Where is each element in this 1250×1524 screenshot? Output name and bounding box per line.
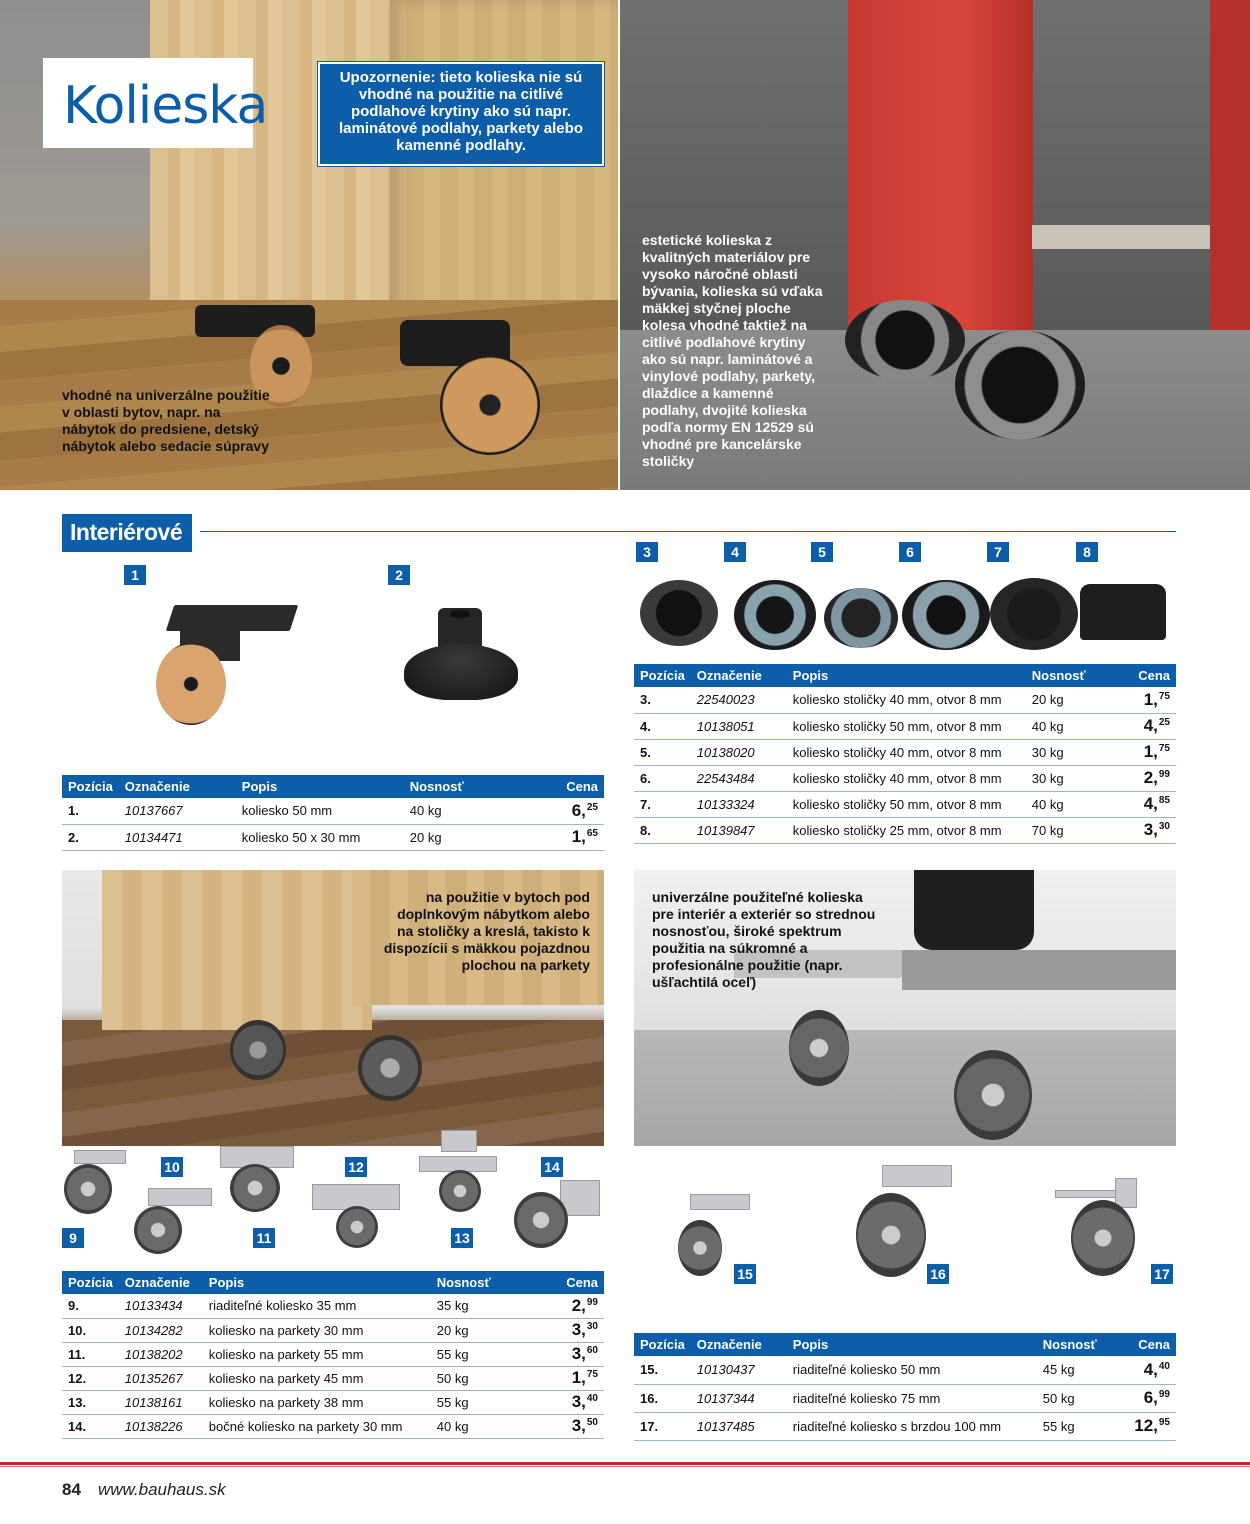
cell-pos: 10. — [62, 1318, 119, 1342]
mid-right-photo-caption: univerzálne použiteľné kolieska pre interiér a exteriér so strednou nosnosťou, široké spektrum použitia na súkromné a profesionálne použitie (napr. ušľachtilá oceľ) — [652, 889, 876, 990]
product-image-10 — [130, 1188, 216, 1256]
wooden-furniture — [102, 870, 372, 1030]
product-image-4 — [734, 580, 816, 650]
col-load: Nosnosť — [404, 775, 524, 798]
cell-desc: riaditeľné koliesko 75 mm — [787, 1384, 1037, 1412]
cell-load: 55 kg — [1037, 1412, 1117, 1440]
cell-load: 30 kg — [1026, 739, 1116, 765]
table-row — [62, 798, 604, 824]
cell-price: 4,25 — [1116, 713, 1176, 739]
cell-desc: riaditeľné koliesko 50 mm — [787, 1356, 1037, 1384]
twin-caster-wheel — [955, 330, 1085, 440]
caster-wheel — [230, 1020, 286, 1080]
cell-load: 40 kg — [431, 1414, 541, 1438]
table-row — [634, 791, 1176, 817]
product-image-13 — [415, 1130, 499, 1220]
caster-wheel — [440, 355, 540, 455]
product-number-13: 13 — [451, 1228, 473, 1248]
product-number-12: 12 — [345, 1157, 367, 1177]
col-code: Označenie — [691, 664, 787, 687]
cell-desc: koliesko 50 mm — [236, 798, 404, 824]
cell-price: 4,85 — [1116, 791, 1176, 817]
col-code: Označenie — [119, 775, 236, 798]
cell-desc: koliesko 50 x 30 mm — [236, 824, 404, 850]
col-desc: Popis — [203, 1271, 431, 1294]
cell-desc: koliesko na parkety 38 mm — [203, 1390, 431, 1414]
table-row — [634, 765, 1176, 791]
product-number-15: 15 — [734, 1264, 756, 1284]
cell-pos: 4. — [634, 713, 691, 739]
cell-pos: 8. — [634, 817, 691, 843]
cell-code: 10134282 — [119, 1318, 203, 1342]
product-number-9: 9 — [62, 1228, 84, 1248]
cell-price: 1,75 — [541, 1366, 604, 1390]
table-row — [634, 1412, 1176, 1440]
cell-pos: 15. — [634, 1356, 691, 1384]
cell-price: 6,25 — [524, 798, 604, 824]
cell-desc: koliesko stoličky 25 mm, otvor 8 mm — [787, 817, 1026, 843]
stone-slab-front — [902, 950, 1176, 990]
website-link[interactable]: www.bauhaus.sk — [98, 1480, 226, 1499]
product-number-5: 5 — [811, 542, 833, 562]
col-pos: Pozícia — [634, 1333, 691, 1356]
product-image-8 — [1080, 584, 1166, 640]
table-row — [634, 1384, 1176, 1412]
cell-desc: bočné koliesko na parkety 30 mm — [203, 1414, 431, 1438]
cell-code: 10137344 — [691, 1384, 787, 1412]
col-load: Nosnosť — [431, 1271, 541, 1294]
product-table-15-17 — [634, 1333, 1176, 1441]
cell-code: 10133324 — [691, 791, 787, 817]
cell-desc: koliesko na parkety 55 mm — [203, 1342, 431, 1366]
cell-price: 1,75 — [1116, 739, 1176, 765]
cell-code: 10133434 — [119, 1294, 203, 1318]
col-price: Cena — [1116, 664, 1176, 687]
product-number-16: 16 — [927, 1264, 949, 1284]
cell-price: 4,40 — [1117, 1356, 1176, 1384]
cell-code: 22540023 — [691, 687, 787, 713]
col-pos: Pozícia — [62, 775, 119, 798]
table-row — [634, 687, 1176, 713]
cell-load: 45 kg — [1037, 1356, 1117, 1384]
table-row — [634, 739, 1176, 765]
twin-caster-wheel — [845, 300, 965, 380]
cell-code: 10138051 — [691, 713, 787, 739]
page-number: 84 — [62, 1480, 81, 1499]
product-number-4: 4 — [724, 542, 746, 562]
cell-price: 2,99 — [541, 1294, 604, 1318]
cell-code: 10134471 — [119, 824, 236, 850]
cell-price: 12,95 — [1117, 1412, 1176, 1440]
product-number-3: 3 — [636, 542, 658, 562]
table-row — [62, 1342, 604, 1366]
cell-price: 3,40 — [541, 1390, 604, 1414]
cell-pos: 17. — [634, 1412, 691, 1440]
table-row — [62, 1318, 604, 1342]
product-number-11: 11 — [253, 1228, 275, 1248]
caster-wheel — [358, 1035, 422, 1101]
col-pos: Pozícia — [634, 664, 691, 687]
col-load: Nosnosť — [1037, 1333, 1117, 1356]
grey-floor — [634, 1030, 1176, 1146]
page-title: Kolieska — [63, 76, 268, 136]
cell-code: 10138161 — [119, 1390, 203, 1414]
col-code: Označenie — [691, 1333, 787, 1356]
cell-desc: koliesko stoličky 50 mm, otvor 8 mm — [787, 713, 1026, 739]
left-photo-caption: vhodné na univerzálne použitie v oblasti bytov, napr. na nábytok do predsiene, detský nábytok alebo sedacie súpravy — [62, 387, 270, 454]
table-row — [634, 1356, 1176, 1384]
col-desc: Popis — [787, 664, 1026, 687]
cell-load: 55 kg — [431, 1390, 541, 1414]
red-shelf-front — [848, 0, 1033, 330]
cell-load: 35 kg — [431, 1294, 541, 1318]
table-row — [62, 824, 604, 850]
product-number-10: 10 — [161, 1157, 183, 1177]
cell-desc: koliesko na parkety 30 mm — [203, 1318, 431, 1342]
section-title: Interiérové — [62, 514, 192, 552]
caster-wheel — [789, 1010, 849, 1086]
product-image-3 — [640, 580, 718, 646]
col-pos: Pozícia — [62, 1271, 119, 1294]
wooden-floor — [62, 1020, 604, 1146]
cell-load: 55 kg — [431, 1342, 541, 1366]
mid-left-photo-caption: na použitie v bytoch pod doplnkovým nábytkom alebo na stoličky a kreslá, takisto k dispozícii s mäkkou pojazdnou plochou na parkety — [383, 889, 590, 973]
cell-price: 3,30 — [541, 1318, 604, 1342]
col-desc: Popis — [787, 1333, 1037, 1356]
cell-load: 50 kg — [1037, 1384, 1117, 1412]
col-price: Cena — [541, 1271, 604, 1294]
product-number-2: 2 — [388, 565, 410, 585]
product-image-6 — [902, 580, 990, 650]
cell-load: 20 kg — [1026, 687, 1116, 713]
cell-pos: 13. — [62, 1390, 119, 1414]
cell-code: 22543484 — [691, 765, 787, 791]
cell-pos: 1. — [62, 798, 119, 824]
product-image-16 — [856, 1165, 954, 1277]
cell-desc: koliesko na parkety 45 mm — [203, 1366, 431, 1390]
cell-desc: koliesko stoličky 40 mm, otvor 8 mm — [787, 687, 1026, 713]
cell-load: 20 kg — [431, 1318, 541, 1342]
cell-code: 10138226 — [119, 1414, 203, 1438]
cell-desc: koliesko stoličky 50 mm, otvor 8 mm — [787, 791, 1026, 817]
footer-rule-thin — [0, 1466, 1250, 1467]
cell-load: 40 kg — [1026, 791, 1116, 817]
right-photo-caption: estetické kolieska z kvalitných materiálov pre vysoko náročné oblasti bývania, kolieska sú vďaka mäkkej styčnej ploche kolesa vhodné taktiež na citlivé podlahové krytiny ako sú napr. laminátové a vinylové podlahy, parkety, dlaždice a kamenné podlahy, dvojité kolieska podľa normy EN 12529 sú vhodné pre kancelárske stoličky — [642, 232, 823, 469]
cell-code: 10139847 — [691, 817, 787, 843]
caster-wheel — [954, 1050, 1032, 1140]
red-shelf-leg — [1210, 0, 1250, 330]
cell-pos: 9. — [62, 1294, 119, 1318]
table-row — [634, 817, 1176, 843]
cell-desc: koliesko stoličky 40 mm, otvor 8 mm — [787, 765, 1026, 791]
product-image-9 — [64, 1150, 128, 1216]
product-image-1 — [150, 595, 300, 730]
cell-price: 3,50 — [541, 1414, 604, 1438]
product-table-1-2 — [62, 775, 604, 851]
product-number-17: 17 — [1151, 1264, 1173, 1284]
product-number-6: 6 — [899, 542, 921, 562]
cell-code: 10138202 — [119, 1342, 203, 1366]
product-table-3-8 — [634, 664, 1176, 844]
cell-price: 6,99 — [1117, 1384, 1176, 1412]
cell-load: 50 kg — [431, 1366, 541, 1390]
product-image-11 — [216, 1146, 296, 1212]
cell-price: 2,99 — [1116, 765, 1176, 791]
product-image-14 — [510, 1180, 602, 1250]
col-desc: Popis — [236, 775, 404, 798]
cell-price: 1,65 — [524, 824, 604, 850]
table-row — [62, 1414, 604, 1438]
cell-code: 10137485 — [691, 1412, 787, 1440]
flower-pot — [914, 870, 1034, 950]
product-image-5 — [824, 588, 898, 648]
table-row — [634, 713, 1176, 739]
table-row — [62, 1390, 604, 1414]
cell-pos: 2. — [62, 824, 119, 850]
cell-pos: 11. — [62, 1342, 119, 1366]
cell-desc: koliesko stoličky 40 mm, otvor 8 mm — [787, 739, 1026, 765]
col-load: Nosnosť — [1026, 664, 1116, 687]
table-row — [62, 1294, 604, 1318]
footer-rule — [0, 1462, 1250, 1465]
cell-pos: 12. — [62, 1366, 119, 1390]
product-image-12 — [312, 1184, 402, 1250]
product-image-2 — [400, 600, 520, 705]
cell-pos: 5. — [634, 739, 691, 765]
cell-load: 30 kg — [1026, 765, 1116, 791]
cell-price: 3,60 — [541, 1342, 604, 1366]
product-image-17 — [1055, 1178, 1151, 1278]
cell-pos: 16. — [634, 1384, 691, 1412]
cell-desc: riaditeľné koliesko 35 mm — [203, 1294, 431, 1318]
cell-desc: riaditeľné koliesko s brzdou 100 mm — [787, 1412, 1037, 1440]
product-number-8: 8 — [1076, 542, 1098, 562]
col-price: Cena — [524, 775, 604, 798]
product-image-7 — [990, 578, 1078, 650]
col-code: Označenie — [119, 1271, 203, 1294]
cell-price: 1,75 — [1116, 687, 1176, 713]
warning-box: Upozornenie: tieto kolieska nie sú vhodné na použitie na citlivé podlahové krytiny ako sú napr. laminátové podlahy, parkety alebo kamenné podlahy. — [318, 62, 604, 166]
table-row — [62, 1366, 604, 1390]
product-number-14: 14 — [541, 1157, 563, 1177]
cell-load: 70 kg — [1026, 817, 1116, 843]
product-table-9-14 — [62, 1271, 604, 1439]
cell-code: 10138020 — [691, 739, 787, 765]
cell-pos: 7. — [634, 791, 691, 817]
section-rule — [200, 531, 1176, 532]
cell-price: 3,30 — [1116, 817, 1176, 843]
cell-pos: 3. — [634, 687, 691, 713]
cell-pos: 6. — [634, 765, 691, 791]
cell-load: 20 kg — [404, 824, 524, 850]
cell-pos: 14. — [62, 1414, 119, 1438]
cell-code: 10137667 — [119, 798, 236, 824]
cell-load: 40 kg — [1026, 713, 1116, 739]
cell-code: 10130437 — [691, 1356, 787, 1384]
cell-code: 10135267 — [119, 1366, 203, 1390]
product-number-7: 7 — [987, 542, 1009, 562]
page-title-box — [43, 58, 268, 148]
col-price: Cena — [1117, 1333, 1176, 1356]
cell-load: 40 kg — [404, 798, 524, 824]
product-number-1: 1 — [124, 565, 146, 585]
